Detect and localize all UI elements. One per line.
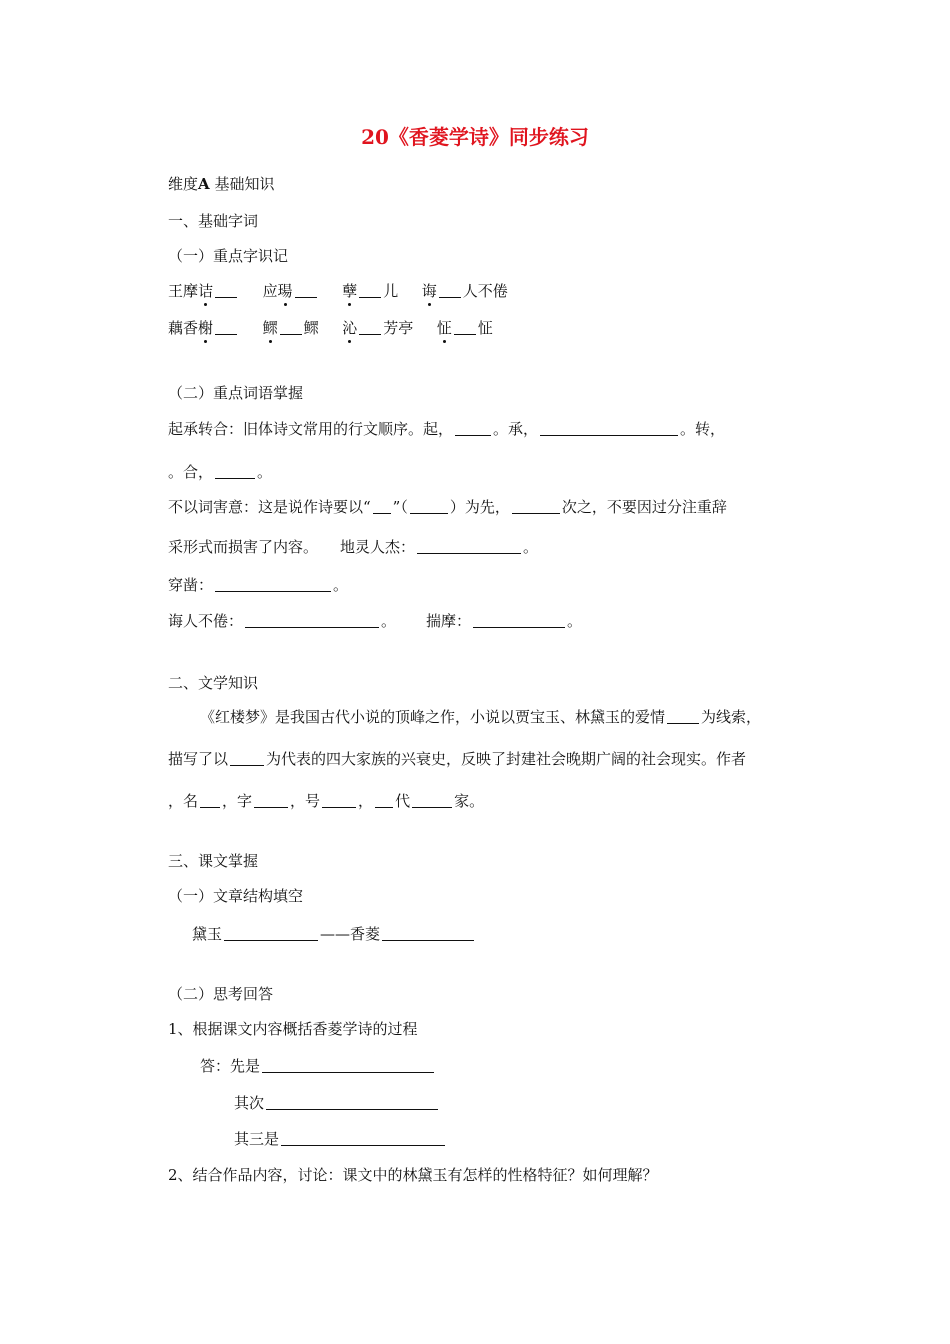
fill-blank[interactable] [512,499,560,514]
lit-para-line-2 [168,749,746,769]
lit-para-line-3 [168,791,484,811]
paragraph-text: 为线索， [701,708,762,726]
char-row-1 [168,281,508,301]
dotted-char: 瑒 [277,282,293,300]
buyi-line-2 [168,537,538,557]
word-text: 王摩 [168,282,199,300]
lit-para-line-1 [200,707,761,727]
fill-blank[interactable] [322,793,356,808]
paragraph-text: ， [358,792,374,810]
fill-blank[interactable] [230,751,264,766]
word-text: 怔 [477,319,493,337]
paragraph-text: ，名 [168,792,199,810]
question-text: 起承转合：旧体诗文常用的行文顺序。起， [168,420,454,438]
fill-blank[interactable] [455,421,491,436]
question-text: 。 [257,463,273,481]
answer-line-2 [234,1093,440,1113]
section1-sub2: （二）重点词语掌握 [168,384,304,402]
fill-blank[interactable] [410,499,448,514]
paragraph-text: 《红楼梦》是我国古代小说的顶峰之作，小说以贾宝玉、林黛玉的爱情 [200,708,666,726]
section3-heading: 三、课文掌握 [168,852,259,870]
fill-blank[interactable] [454,320,476,335]
question-1: 1、根据课文内容概括香菱学诗的过程 [168,1020,418,1038]
fill-blank[interactable] [373,499,391,514]
answer-label: 其次 [234,1094,265,1112]
question-text: 。转， [680,420,726,438]
question-text: 。 [333,576,349,594]
question-text: 地灵人杰： [340,538,416,556]
question-2: 2、结合作品内容，讨论：课文中的林黛玉有怎样的性格特征？如何理解？ [168,1166,658,1184]
section2-heading: 二、文学知识 [168,674,259,692]
fill-blank[interactable] [439,283,461,298]
fill-blank[interactable] [412,793,452,808]
word-text: 人不倦 [462,282,508,300]
question-text: 。 [567,612,583,630]
fill-blank[interactable] [281,1131,445,1146]
structure-text: ——香菱 [320,925,381,943]
fill-blank[interactable] [540,421,678,436]
fill-blank[interactable] [215,464,255,479]
dotted-char: 沁 [342,319,358,337]
word-text: 鳏 [303,319,319,337]
paragraph-text: 家。 [454,792,485,810]
paragraph-text: 为代表的四大家族的兴衰史，反映了封建社会晚期广阔的社会现实。作者 [266,750,747,768]
fill-blank[interactable] [359,320,381,335]
fill-blank[interactable] [245,613,379,628]
chuanzao-line [168,575,348,595]
page-title: 20《香菱学诗》同步练习 [361,125,589,149]
section1-sub1: （一）重点字识记 [168,247,289,265]
paragraph-text: ，号 [290,792,321,810]
fill-blank[interactable] [200,793,220,808]
fill-blank[interactable] [375,793,393,808]
question-text: 诲人不倦： [168,612,244,630]
paragraph-text: 描写了以 [168,750,229,768]
dimension-letter: A [198,175,210,193]
paragraph-text: 代 [395,792,411,810]
fill-blank[interactable] [254,793,288,808]
buyi-line-1 [168,497,727,517]
dotted-char: 榭 [198,319,214,337]
word-text: 儿 [383,282,399,300]
answer-label: 其三是 [234,1130,280,1148]
fill-blank[interactable] [215,283,237,298]
question-text: 揣摩： [426,612,472,630]
question-text: 采形式而损害了内容。 [168,538,319,556]
fill-blank[interactable] [262,1058,434,1073]
question-text: 。承， [493,420,539,438]
dotted-char: 诘 [198,282,214,300]
word-text: 藕香 [168,319,199,337]
fill-blank[interactable] [224,926,318,941]
dimension-text: 基础知识 [214,175,275,193]
char-row-2 [168,318,493,338]
dimension-label: 维度 [168,175,199,193]
question-text: ）为先， [449,498,510,516]
dotted-char: 诲 [421,282,437,300]
fill-blank[interactable] [215,320,237,335]
qichengzhuanhe-line-1 [168,419,725,439]
qichengzhuanhe-line-2 [168,462,272,482]
section3-sub2: （二）思考回答 [168,985,274,1003]
section3-sub1: （一）文章结构填空 [168,887,304,905]
fill-blank[interactable] [295,283,317,298]
dotted-char: 孽 [342,282,358,300]
structure-line [192,924,476,944]
answer-line-1 [200,1056,436,1076]
fill-blank[interactable] [417,539,521,554]
dotted-char: 鳏 [262,319,278,337]
word-text: 应 [262,282,278,300]
fill-blank[interactable] [382,926,474,941]
fill-blank[interactable] [215,577,331,592]
question-text: 次之，不要因过分注重辞 [561,498,727,516]
fill-blank[interactable] [359,283,381,298]
fill-blank[interactable] [667,709,699,724]
question-text: 。 [523,538,539,556]
fill-blank[interactable] [266,1095,438,1110]
answer-line-3 [234,1129,447,1149]
question-text: ”（ [392,498,408,516]
huiren-line [168,611,582,631]
paragraph-text: ，字 [222,792,253,810]
fill-blank[interactable] [473,613,565,628]
question-text: 穿凿： [168,576,214,594]
dimension-heading [168,174,274,194]
dotted-char: 怔 [436,319,452,337]
structure-text: 黛玉 [192,925,223,943]
section1-heading: 一、基础字词 [168,212,259,230]
question-text: 不以词害意：这是说作诗要以“ [168,498,371,516]
answer-label: 答：先是 [200,1057,261,1075]
question-text: 。 [381,612,397,630]
word-text: 芳亭 [383,319,414,337]
fill-blank[interactable] [280,320,302,335]
question-text: 。合， [168,463,214,481]
